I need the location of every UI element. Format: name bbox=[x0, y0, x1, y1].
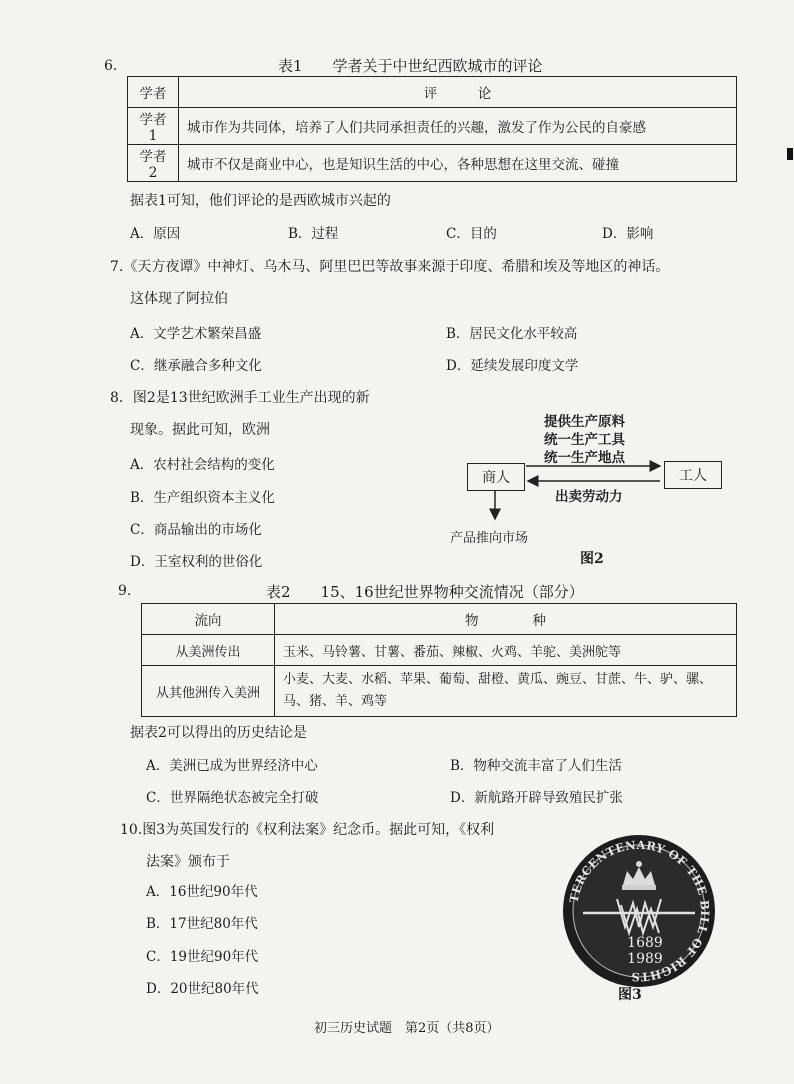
table-cell: 学者2 bbox=[128, 145, 179, 182]
table-row bbox=[128, 108, 737, 145]
q9-stem: 据表2可以得出的历史结论是 bbox=[130, 725, 307, 741]
q8-stem-line2: 现象。据此可知，欧洲 bbox=[130, 422, 270, 438]
q6-stem: 据表1可知，他们评论的是西欧城市兴起的 bbox=[130, 193, 391, 209]
q6-table bbox=[127, 76, 737, 182]
table-row bbox=[142, 604, 737, 635]
q8-option-c[interactable]: C．商品输出的市场化 bbox=[130, 522, 262, 538]
q9-number: 9. bbox=[118, 583, 132, 599]
q8-option-b[interactable]: B．生产组织资本主义化 bbox=[130, 490, 275, 506]
coin-inscription: TERCENTENARY OF THE BILL OF RIGHTS bbox=[566, 837, 713, 985]
fig2-label-tools: 统一生产工具 bbox=[544, 432, 625, 448]
fig2-label-labor: 出卖劳动力 bbox=[555, 489, 623, 505]
table-row bbox=[142, 635, 737, 666]
table-header-cell: 评 论 bbox=[179, 77, 737, 108]
page-footer: 初三历史试题 第2页（共8页） bbox=[314, 1021, 500, 1036]
q7-option-d[interactable]: D．延续发展印度文学 bbox=[446, 358, 579, 374]
table-row bbox=[128, 77, 737, 108]
bill-of-rights-coin bbox=[561, 833, 717, 989]
fig2-label-market: 产品推向市场 bbox=[450, 531, 529, 546]
q7-option-c[interactable]: C．继承融合多种文化 bbox=[130, 358, 262, 374]
q8-stem-line1: 8．图2是13世纪欧洲手工业生产出现的新 bbox=[110, 390, 370, 406]
q10-option-a[interactable]: A．16世纪90年代 bbox=[146, 884, 258, 900]
fig2-worker-box: 工人 bbox=[664, 461, 722, 489]
table-cell: 城市作为共同体，培养了人们共同承担责任的兴趣，激发了作为公民的自豪感 bbox=[179, 108, 737, 145]
q6-table-title: 表1 学者关于中世纪西欧城市的评论 bbox=[278, 57, 543, 75]
q6-option-d[interactable]: D．影响 bbox=[602, 226, 654, 242]
q10-option-d[interactable]: D．20世纪80年代 bbox=[146, 981, 259, 997]
q9-table bbox=[141, 603, 737, 717]
q7-stem-line2: 这体现了阿拉伯 bbox=[130, 291, 228, 307]
margin-mark bbox=[787, 148, 793, 160]
table-row bbox=[128, 145, 737, 182]
q9-option-d[interactable]: D．新航路开辟导致殖民扩张 bbox=[450, 790, 623, 806]
table-cell: 从美洲传出 bbox=[142, 635, 275, 666]
table-cell: 小麦、大麦、水稻、苹果、葡萄、甜橙、黄瓜、豌豆、甘蔗、牛、驴、骡、马、猪、羊、鸡等 bbox=[275, 666, 737, 717]
coin-year-bottom: 1989 bbox=[627, 951, 663, 967]
q9-option-b[interactable]: B．物种交流丰富了人们生活 bbox=[450, 758, 622, 774]
table-cell: 城市不仅是商业中心，也是知识生活的中心，各种思想在这里交流、碰撞 bbox=[179, 145, 737, 182]
q10-stem-line1: 10.图3为英国发行的《权利法案》纪念币。据此可知，《权利 bbox=[120, 822, 495, 838]
q10-option-c[interactable]: C．19世纪90年代 bbox=[146, 949, 259, 965]
table-cell: 从其他洲传入美洲 bbox=[142, 666, 275, 717]
q6-option-c[interactable]: C．目的 bbox=[446, 226, 497, 242]
fig2-merchant-box: 商人 bbox=[467, 463, 525, 491]
table-row bbox=[142, 666, 737, 717]
q9-option-a[interactable]: A．美洲已成为世界经济中心 bbox=[146, 758, 318, 774]
coin-year-top: 1689 bbox=[627, 935, 663, 951]
q9-table-title: 表2 15、16世纪世界物种交流情况（部分） bbox=[266, 583, 584, 601]
q9-option-c[interactable]: C．世界隔绝状态被完全打破 bbox=[146, 790, 319, 806]
q6-option-b[interactable]: B．过程 bbox=[288, 226, 339, 242]
q8-option-a[interactable]: A．农村社会结构的变化 bbox=[130, 457, 275, 473]
q7-option-a[interactable]: A．文学艺术繁荣昌盛 bbox=[130, 326, 262, 342]
q10-stem-line2: 法案》颁布于 bbox=[146, 854, 230, 870]
q6-option-a[interactable]: A．原因 bbox=[130, 226, 181, 242]
fig2-caption: 图2 bbox=[580, 551, 604, 567]
table-header-cell: 学者 bbox=[128, 77, 179, 108]
q7-stem-line1: 7.《天方夜谭》中神灯、乌木马、阿里巴巴等故事来源于印度、希腊和埃及等地区的神话。 bbox=[110, 259, 670, 275]
q8-option-d[interactable]: D．王室权利的世俗化 bbox=[130, 554, 263, 570]
table-header-cell: 流向 bbox=[142, 604, 275, 635]
q7-option-b[interactable]: B．居民文化水平较高 bbox=[446, 326, 578, 342]
fig2-label-location: 统一生产地点 bbox=[544, 450, 625, 466]
fig2-label-materials: 提供生产原料 bbox=[544, 414, 625, 430]
table-cell: 玉米、马铃薯、甘薯、番茄、辣椒、火鸡、羊驼、美洲鸵等 bbox=[275, 635, 737, 666]
table-cell: 学者1 bbox=[128, 108, 179, 145]
q10-option-b[interactable]: B．17世纪80年代 bbox=[146, 916, 258, 932]
table-header-cell: 物 种 bbox=[275, 604, 737, 635]
fig3-caption: 图3 bbox=[618, 987, 642, 1003]
q6-number: 6. bbox=[104, 58, 118, 74]
